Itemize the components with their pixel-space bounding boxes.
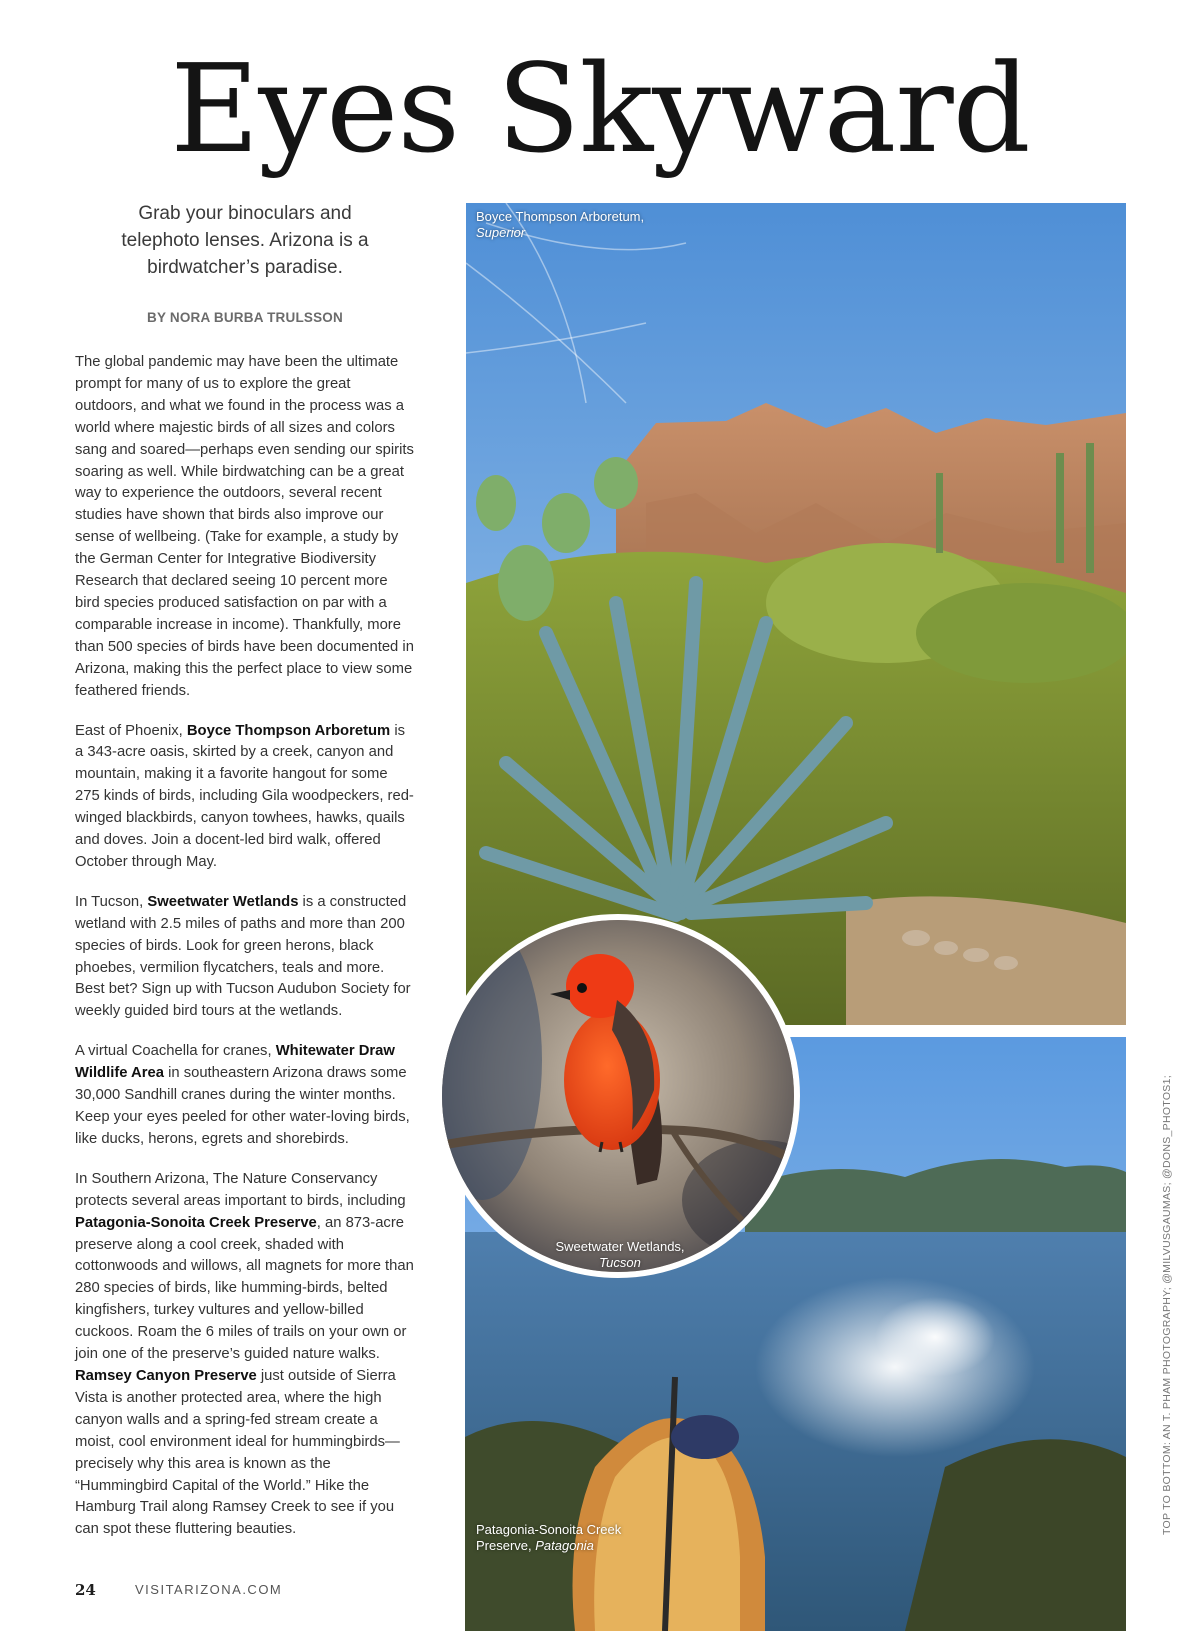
paragraph-1 [75, 352, 416, 703]
byline: BY NORA BURBA TRULSSON [147, 310, 343, 325]
paragraph-text: is a constructed wetland with 2.5 miles of paths and more than 200 species of birds. Look for green herons, black phoebes, vermilion flycatchers, teals and more. Best bet? Sign up with Tucson Audubon Society for weekly guided bird tours at the wetlands. [75, 893, 411, 1020]
caption-line: Boyce Thompson Arboretum, [476, 209, 645, 224]
caption-line: Sweetwater Wetlands, [555, 1239, 685, 1254]
paragraph-3 [75, 892, 416, 1023]
place-name-boyce-thompson: Boyce Thompson Arboretum [186, 722, 391, 739]
article-body [75, 352, 416, 1559]
creek-preserve-caption [476, 1522, 621, 1554]
arboretum-photo [466, 203, 1126, 1025]
paragraph-2 [75, 721, 416, 874]
photo-credit: TOP TO BOTTOM: AN T. PHAM PHOTOGRAPHY; @MILVUSGAUMAS; @DONS_PHOTOS1; [1161, 1075, 1173, 1535]
paragraph-text: A virtual Coachella for cranes, [75, 1043, 276, 1060]
caption-line [500, 1255, 740, 1271]
paragraph-5 [75, 1169, 416, 1541]
arboretum-caption [476, 209, 644, 241]
paragraph-4 [75, 1041, 416, 1151]
place-name-patagonia-sonoita: Patagonia-Sonoita Creek Preserve [75, 1214, 317, 1231]
caption-location: Superior [476, 225, 526, 240]
paragraph-text: in southeastern Arizona draws some 30,000 Sandhill cranes during the winter months. Keep your eyes peeled for other water-loving birds, like ducks, herons, egrets and shorebirds. [75, 1065, 410, 1147]
flycatcher-caption [500, 1239, 740, 1271]
caption-location: Tucson [599, 1255, 641, 1270]
flycatcher-photo [436, 914, 800, 1278]
paragraph-text: In Tucson, [75, 893, 148, 910]
deck: Grab your binoculars and telephoto lenses. Arizona is a birdwatcher’s paradise. [121, 203, 369, 278]
caption-line [476, 1538, 621, 1554]
caption-line [476, 225, 644, 241]
paragraph-text: , an 873-acre preserve along a cool creek, shaded with cottonwoods and willows, all magnets for more than 280 species of birds, like humming-birds, belted kingfishers, turkey vultures and yellow-billed cuckoos. Roam the 6 miles of trails on your own or join one of the preserve’s guided nature walks. [75, 1214, 414, 1363]
caption-line: Patagonia-Sonoita Creek [476, 1522, 622, 1537]
page-number: 24 [75, 1581, 96, 1599]
place-name-whitewater: Whitewater Draw Wildlife Area [75, 1043, 395, 1082]
paragraph-text: In Southern Arizona, The Nature Conservancy protects several areas important to birds, including [75, 1170, 406, 1209]
paragraph-text: The global pandemic may have been the ultimate prompt for many of us to explore the great outdoors, and what we found in the process was a world where majestic birds of all sizes and colors sang and soared—perhaps even sending our spirits soaring as well. While birdwatching can be a great way to experience the outdoors, several recent studies have shown that birds also improve our sense of wellbeing. (Take for example, a study by the German Center for Integrative Biodiversity Research that declared seeing 10 percent more bird species produced satisfaction on par with a comparable increase in income). Thankfully, more than 500 species of birds have been documented in Arizona, making this the perfect place to view some feathered friends. [75, 354, 414, 699]
paragraph-text: East of Phoenix, [75, 722, 187, 739]
place-name-ramsey-canyon: Ramsey Canyon Preserve [75, 1367, 257, 1384]
site-url: VISITARIZONA.COM [135, 1582, 283, 1597]
headline: Eyes Skyward [170, 38, 1030, 180]
caption-location: Patagonia [535, 1538, 594, 1553]
place-name-sweetwater: Sweetwater Wetlands [147, 893, 299, 910]
paragraph-text: just outside of Sierra Vista is another protected area, where the high canyon walls and a spring-fed stream create a moist, cool environment ideal for hummingbirds—precisely why this area is known as the “Hummingbird Capital of the World.” Hike the Hamburg Trail along Ramsey Creek to see if you can spot these fluttering beauties. [75, 1367, 400, 1538]
caption-text: Preserve, [476, 1538, 536, 1553]
paragraph-text: is a 343-acre oasis, skirted by a creek, canyon and mountain, making it a favorite hangout for some 275 kinds of birds, including Gila woodpeckers, red-winged blackbirds, canyon towhees, hawks, quails and doves. Join a docent-led bird walk, offered October through May. [75, 722, 414, 870]
